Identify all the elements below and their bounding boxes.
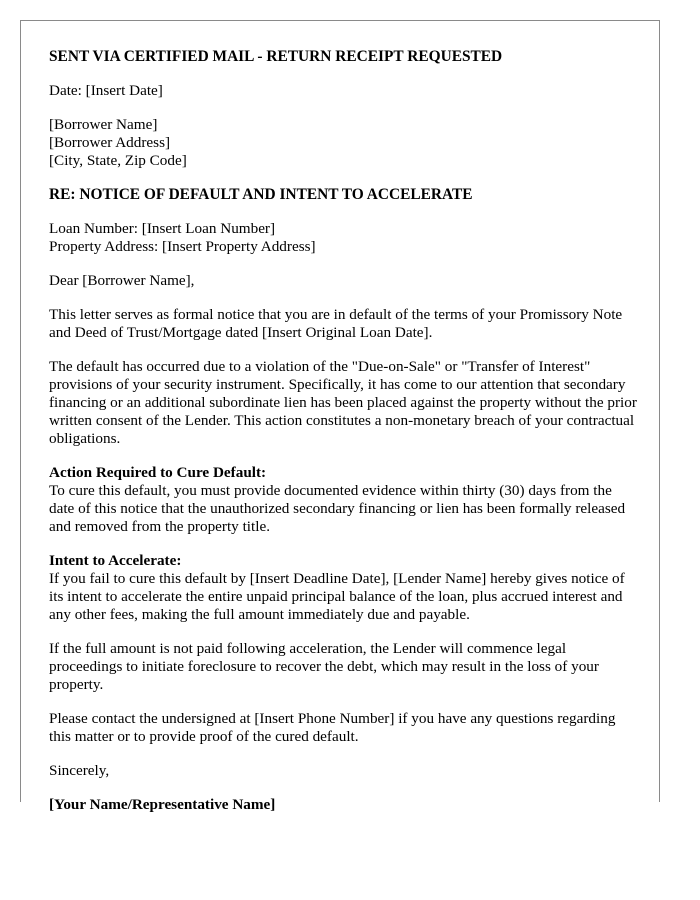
- accelerate-section: [49, 552, 639, 624]
- paragraph-contact: Please contact the undersigned at [Insert Phone Number] if you have any questions regarding this matter or to provide proof of the cured default.: [49, 710, 616, 745]
- paragraph-default-reason: The default has occurred due to a violation of the "Due-on-Sale" or "Transfer of Interest" provisions of your security instrument. Specifically, it has come to our attention that secondary financing or an additional subordinate lien has been placed against the property without the prior written consent of the Lender. This action constitutes a non-monetary breach of your contractual obligations.: [49, 358, 637, 447]
- accelerate-heading: Intent to Accelerate:: [49, 552, 182, 569]
- paragraph-default-notice: This letter serves as formal notice that you are in default of the terms of your Promissory Note and Deed of Trust/Mortgage dated [Insert Original Loan Date].: [49, 306, 623, 341]
- letter-body: [49, 48, 639, 830]
- recipient-city-state-zip: [City, State, Zip Code]: [49, 152, 187, 169]
- date-line: Date: [Insert Date]: [49, 82, 163, 99]
- accelerate-text: If you fail to cure this default by [Insert Deadline Date], [Lender Name] hereby gives notice of its intent to accelerate the entire unpaid principal balance of the loan, plus accrued interest and any other fees, making the full amount immediately due and payable.: [49, 570, 625, 623]
- property-address: Property Address: [Insert Property Address]: [49, 238, 316, 255]
- letter-page: [20, 20, 660, 813]
- loan-number: Loan Number: [Insert Loan Number]: [49, 220, 276, 237]
- cure-heading: Action Required to Cure Default:: [49, 464, 267, 481]
- recipient-name: [Borrower Name]: [49, 116, 158, 133]
- cure-text: To cure this default, you must provide documented evidence within thirty (30) days from the date of this notice that the unauthorized secondary financing or lien has been formally released and removed from the property title.: [49, 482, 626, 535]
- subject-line: RE: NOTICE OF DEFAULT AND INTENT TO ACCELERATE: [49, 186, 473, 203]
- cure-section: [49, 464, 639, 536]
- salutation: Dear [Borrower Name],: [49, 272, 195, 289]
- recipient-address: [Borrower Address]: [49, 134, 171, 151]
- signature-name: [Your Name/Representative Name]: [49, 796, 276, 813]
- mail-notice: SENT VIA CERTIFIED MAIL - RETURN RECEIPT REQUESTED: [49, 48, 503, 65]
- loan-info-block: [49, 220, 639, 256]
- recipient-block: [49, 116, 639, 170]
- closing: Sincerely,: [49, 762, 110, 779]
- paragraph-foreclosure: If the full amount is not paid following acceleration, the Lender will commence legal proceedings to initiate foreclosure to recover the debt, which may result in the loss of your property.: [49, 640, 599, 693]
